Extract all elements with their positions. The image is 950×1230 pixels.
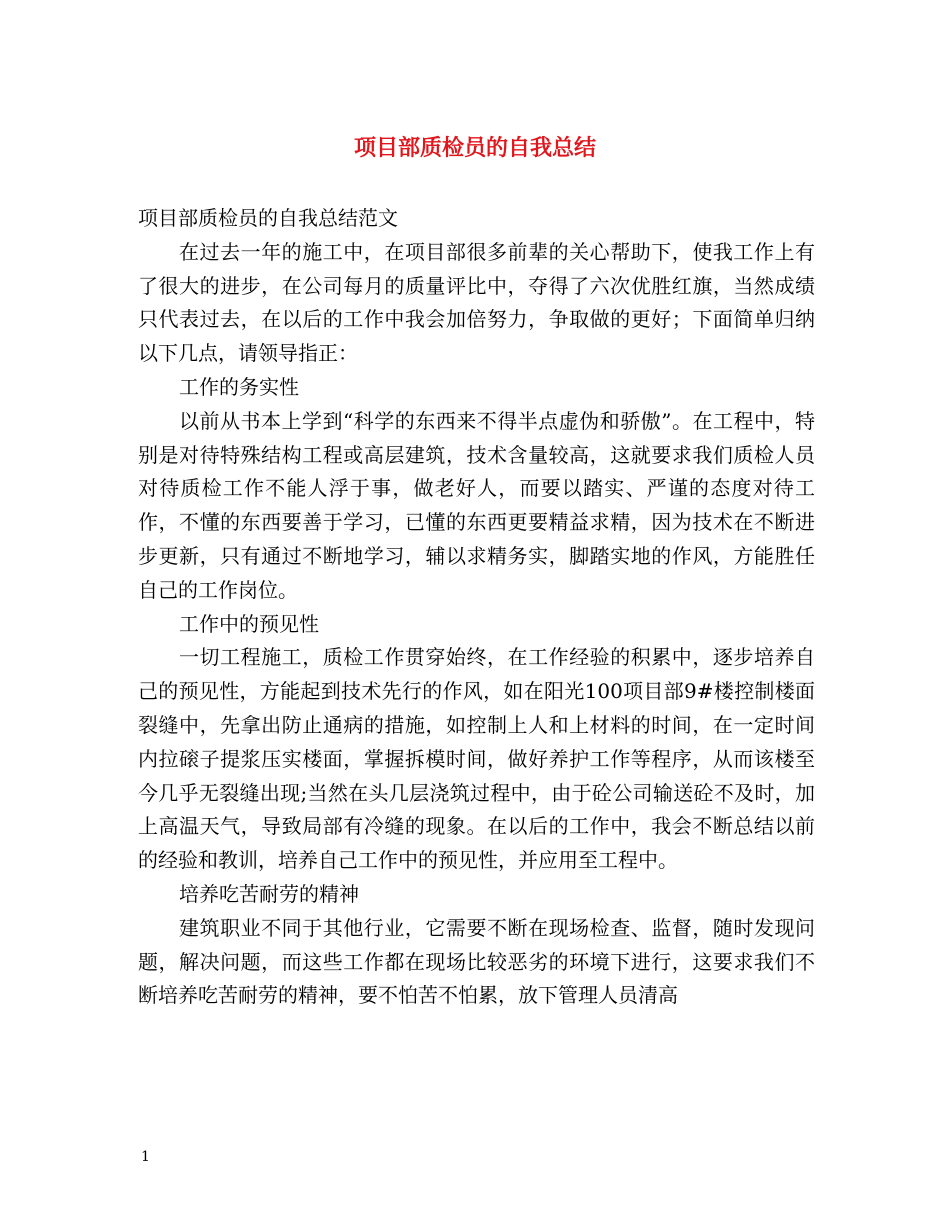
document-title: 项目部质检员的自我总结 — [353, 135, 596, 161]
page-number: 1 — [141, 1149, 150, 1165]
paragraph-hardworking: 建筑职业不同于其他行业，它需要不断在现场检查、监督，随时发现问题，解决问题，而这些工作都在现场比较恶劣的环境下进行，这要求我们不断培养吃苦耐劳的精神，要不怕苦不怕累，放下管理人员清高 — [138, 915, 815, 1008]
document-body — [138, 202, 815, 1013]
document-subtitle: 项目部质检员的自我总结范文 — [138, 206, 398, 230]
paragraph-intro: 在过去一年的施工中，在项目部很多前辈的关心帮助下，使我工作上有了很大的进步，在公司每月的质量评比中，夺得了六次优胜红旗，当然成绩只代表过去，在以后的工作中我会加倍努力，争取做的更好；下面简单归纳以下几点，请领导指正： — [138, 239, 815, 366]
section-heading-practicality: 工作的务实性 — [179, 374, 299, 399]
paragraph-practicality: 以前从书本上学到“科学的东西来不得半点虚伪和骄傲”。在工程中，特别是对待特殊结构工程或高层建筑，技术含量较高，这就要求我们质检人员对待质检工作不能人浮于事，做老好人，而要以踏实、严谨的态度对待工作，不懂的东西要善于学习，已懂的东西更要精益求精，因为技术在不断进步更新，只有通过不断地学习，辅以求精务实，脚踏实地的作风，方能胜任自己的工作岗位。 — [138, 408, 815, 602]
paragraph-foresight: 一切工程施工，质检工作贯穿始终，在工作经验的积累中，逐步培养自己的预见性，方能起到技术先行的作风，如在阳光100项目部9#楼控制楼面裂缝中，先拿出防止通病的措施，如控制上人和上材料的时间，在一定时间内拉磙子提浆压实楼面，掌握拆模时间，做好养护工作等程序，从而该楼至今几乎无裂缝出现;当然在头几层浇筑过程中，由于砼公司输送砼不及时，加上高温天气，导致局部有冷缝的现象。在以后的工作中，我会不断总结以前的经验和教训，培养自己工作中的预见性，并应用至工程中。 — [138, 645, 815, 873]
section-heading-hardworking: 培养吃苦耐劳的精神 — [179, 881, 359, 906]
section-heading-foresight: 工作中的预见性 — [179, 611, 319, 636]
